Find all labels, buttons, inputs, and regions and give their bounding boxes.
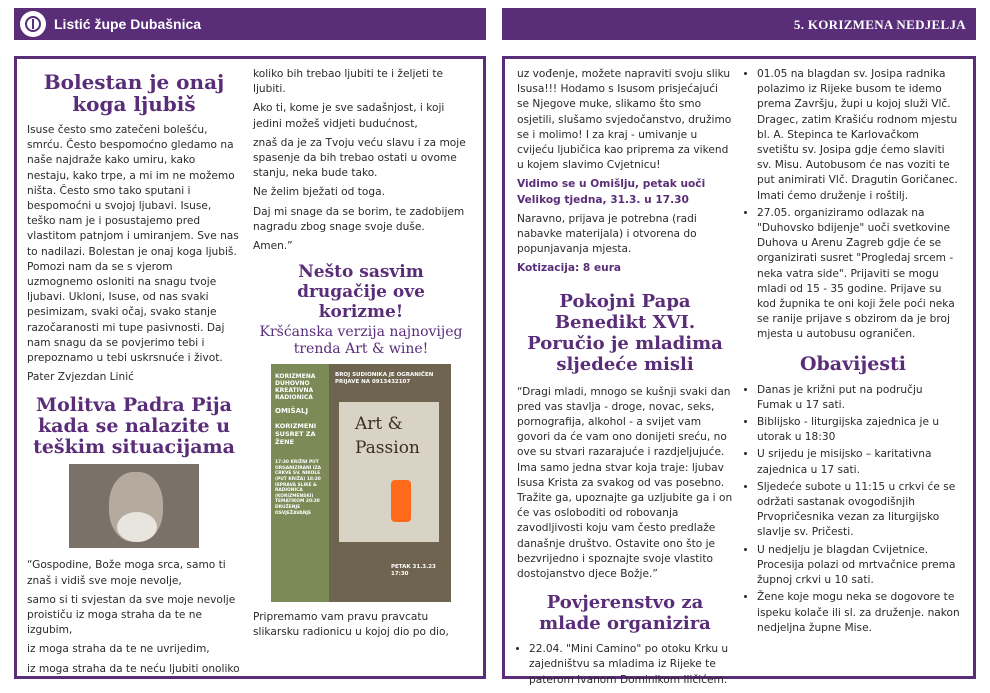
padre-pio-photo	[69, 464, 199, 548]
youth-list-cont	[745, 67, 961, 343]
header-week: 5. KORIZMENA NEDJELJA	[793, 17, 966, 32]
article-bolestan-title: Bolestan je onaj koga ljubiš	[43, 70, 225, 116]
right-column-2	[745, 67, 961, 638]
poster-card-title: Art & Passion	[355, 414, 420, 459]
notice-item: • Žene koje mogu neka se dogovore te ispeku kolače ili sl. za druženje. nakon nedjeljna župne Mise.	[757, 590, 961, 636]
prayer-line-1: “Gospodine, Bože moga srca, samo ti znaš i vidiš sve moje nevolje,	[27, 559, 226, 587]
youth-item: • 27.05. organiziramo odlazak na "Duhovsko bdijenje" uoči svetkovine Duhova u Arenu Zagreb gdje će se organizirati susret "Progledaj srcem - neka vatra side". Prijaviti se mogu mladi od 15 - 35 godine. Prijave su kod župnika te oni koji žele poći neka se ranije prijave s obzirom da je broj mjesta u autobusu ograničen.	[757, 206, 961, 343]
prayer-line-8: Ne želim bježati od toga.	[253, 186, 385, 199]
prayer-line-3: iz moga straha da te ne uvrijedim,	[27, 643, 210, 656]
left-column-2	[253, 67, 469, 645]
article-padre-pio-title: Molitva Padra Pija kada se nalazite u teškim situacijama	[33, 394, 235, 459]
notices-list	[745, 383, 961, 636]
header-bar-left	[14, 8, 486, 40]
youth-item: • 22.04. "Mini Camino" po otoku Krku u zajedništvu sa mladima iz Rijeke te paterom Ivanom Dominikom Iličićem.	[529, 642, 733, 688]
poster-place: OMIŠALJ	[275, 407, 309, 416]
notice-item: • Sljedeće subote u 11:15 u crkvi će se održati sastanak ovogodišnjih Prvopričesnika vezan za liturgijsko slavlje sv. Pričesti.	[757, 480, 961, 541]
right-page	[502, 56, 976, 686]
youth-list	[517, 642, 733, 688]
parish-logo-icon	[20, 11, 46, 37]
article-art-body: Pripremamo vam pravu pravcatu slikarsku radionicu u kojoj dio po dio,	[253, 611, 449, 639]
prayer-line-4: iz moga straha da te neću ljubiti onoliko	[27, 662, 240, 675]
header-bar-right	[502, 8, 976, 40]
registration-info: Naravno, prijava je potrebna (radi nabavke materijala) i otvorena do popunjavanja mjesta.	[517, 212, 697, 256]
notice-item: • U srijedu je misijsko – karitativna zajednica u 17 sati.	[757, 447, 961, 477]
article-benedikt-title: Pokojni Papa Benedikt XVI. Poručio je mladima sljedeće misli	[527, 290, 723, 375]
prayer-line-10: Amen.”	[253, 240, 293, 253]
poster-schedule: 17:30 KRIŽNI PUT ORGANIZIRANI IZA CRKVE SV. NIKOLE (PUT KRIŽA) 18:30 ISPRAVA SLIKE & RADIONICA (KORIZMENSKI) TEMATIKOM 20:30 DRUŽENJE OSVJEŽAVANJE	[275, 460, 322, 516]
poster-card	[339, 402, 439, 542]
article-youth-title: Povjerenstvo za mlade organizira	[539, 592, 711, 635]
article-benedikt-body: “Dragi mladi, mnogo se kušnji svaki dan pred vas stavlja - droge, novac, seks, pornografija, alkohol - a svijet vam govori da će vam ono donijeti sreću, no ove su stvari razarajuće i razdjeljujuće. Ima samo jedna stvar koja traje: ljubav Isusa Krista za svakog od vas posebno. Tražite ga, upoznajte ga uzljubite ga i on će vas osloboditi od robovanja zavodljivosti koju vam često predlaže današnje društvo. Ostavite ono što je bezvrijedno i spoznajte svoje vlastito dostojanstvo djece Božje.”	[517, 385, 733, 581]
notice-item: • Biblijsko - liturgijska zajednica je u utorak u 18:30	[757, 415, 961, 445]
article-bolestan-body: Isuse često smo zatečeni bolešću, smrću. Često bespomoćno gledamo na naše najdraže kako umiru, kako nestaju, kako trpe, a mi im ne možemo ništa. Često smo tako sputani i bespomoćni u svojoj ljubavi. Isuse, teško nam je i posustajemo pred vlastitom patnjom i umiranjem. Sve nas to nadilazi. Bolestan je onaj koga ljubiš. Pomozi nam da se s vjerom uzmognemo osloniti na snagu tvoje ljubavi. Ukloni, Isuse, od nas svaki pesimizam, svaki očaj, svako stanje razočaranosti mi tupe pasivnosti. Daj nam snagu da se povjerimo tebi i prepoznamo u tebi uskrsnuće i život.	[27, 124, 239, 365]
prayer-line-6: Ako ti, kome je sve sadašnjost, i koji jedini možeš vidjeti budućnost,	[253, 102, 445, 130]
event-date: Vidimo se u Omišlju, petak uoči Velikog tjedna, 31.3. u 17.30	[517, 178, 706, 206]
notice-item: • U nedjelju je blagdan Cvijetnice. Procesija polazi od mrtvačnice prema župnoj crkvi u 10 sati.	[757, 543, 961, 589]
header-title: Listić župe Dubašnica	[54, 16, 202, 32]
prayer-line-2: samo si ti svjestan da sve moje nevolje proističu iz moga straha da te ne izgubim,	[27, 593, 236, 637]
article-notices-title: Obavijesti	[799, 352, 907, 375]
article-art-title: Nešto sasvim drugačije ove korizme!	[297, 262, 425, 323]
youth-item: • 01.05 na blagdan sv. Josipa radnika polazimo iz Rijeke busom te idemo prema Završju, župi u kojoj služi Vlč. Dragec, zatim Krašiću rodnom mjestu bl. A. Stepinca te Karlovačkom svetištu sv. Josipa gdje ćemo slaviti sv. Misu. Autobusom će nas voziti te put animirati Vlč. Dragutin Goričanec. Imati ćemo druženje i roštilj.	[757, 67, 961, 204]
article-bolestan-author: Pater Zvjezdan Linić	[27, 371, 134, 384]
wine-glass-icon	[391, 480, 411, 522]
right-column-1	[517, 67, 733, 690]
poster-date: PETAK 31.3.23 17:30	[391, 564, 436, 578]
art-passion-poster	[271, 364, 451, 602]
article-art-subtitle: Kršćanska verzija najnovijeg trenda Art & wine!	[259, 324, 463, 358]
prayer-line-9: Daj mi snage da se borim, te zadobijem nagradu zbog snage svoje duše.	[253, 205, 465, 233]
fee: Kotizacija: 8 eura	[517, 262, 622, 275]
left-page	[14, 56, 486, 679]
notice-item: • Danas je križni put na području Fumak u 17 sati.	[757, 383, 961, 413]
left-column-1	[27, 67, 241, 681]
art-continuation: uz vođenje, možete napraviti svoju sliku Isusa!!! Hodamo s Isusom prisjećajući se Njegove muke, slikamo što smo osjetili, slušamo svjedočanstvo, družimo se i molimo! I za kraj - umivanje u cvijeću ljubičica kao priprema za vikend u kojem slavimo Cvjetnicu!	[517, 68, 732, 172]
prayer-line-5: koliko bih trebao ljubiti te i željeti te ljubiti.	[253, 68, 444, 96]
poster-left-text: KORIZMENA DUHOVNO KREATIVNA RADIONICA	[275, 373, 316, 401]
poster-top-text: BROJ SUDIONIKA JE OGRANIČEN PRIJAVE NA 0913432107	[335, 372, 434, 386]
prayer-line-7: znaš da je za Tvoju veću slavu i za moje spasenje da bih trebao ostati u ovome stanju, neka bude tako.	[253, 136, 466, 180]
poster-sub: KORIZMENI SUSRET ZA ŽENE	[275, 422, 317, 447]
